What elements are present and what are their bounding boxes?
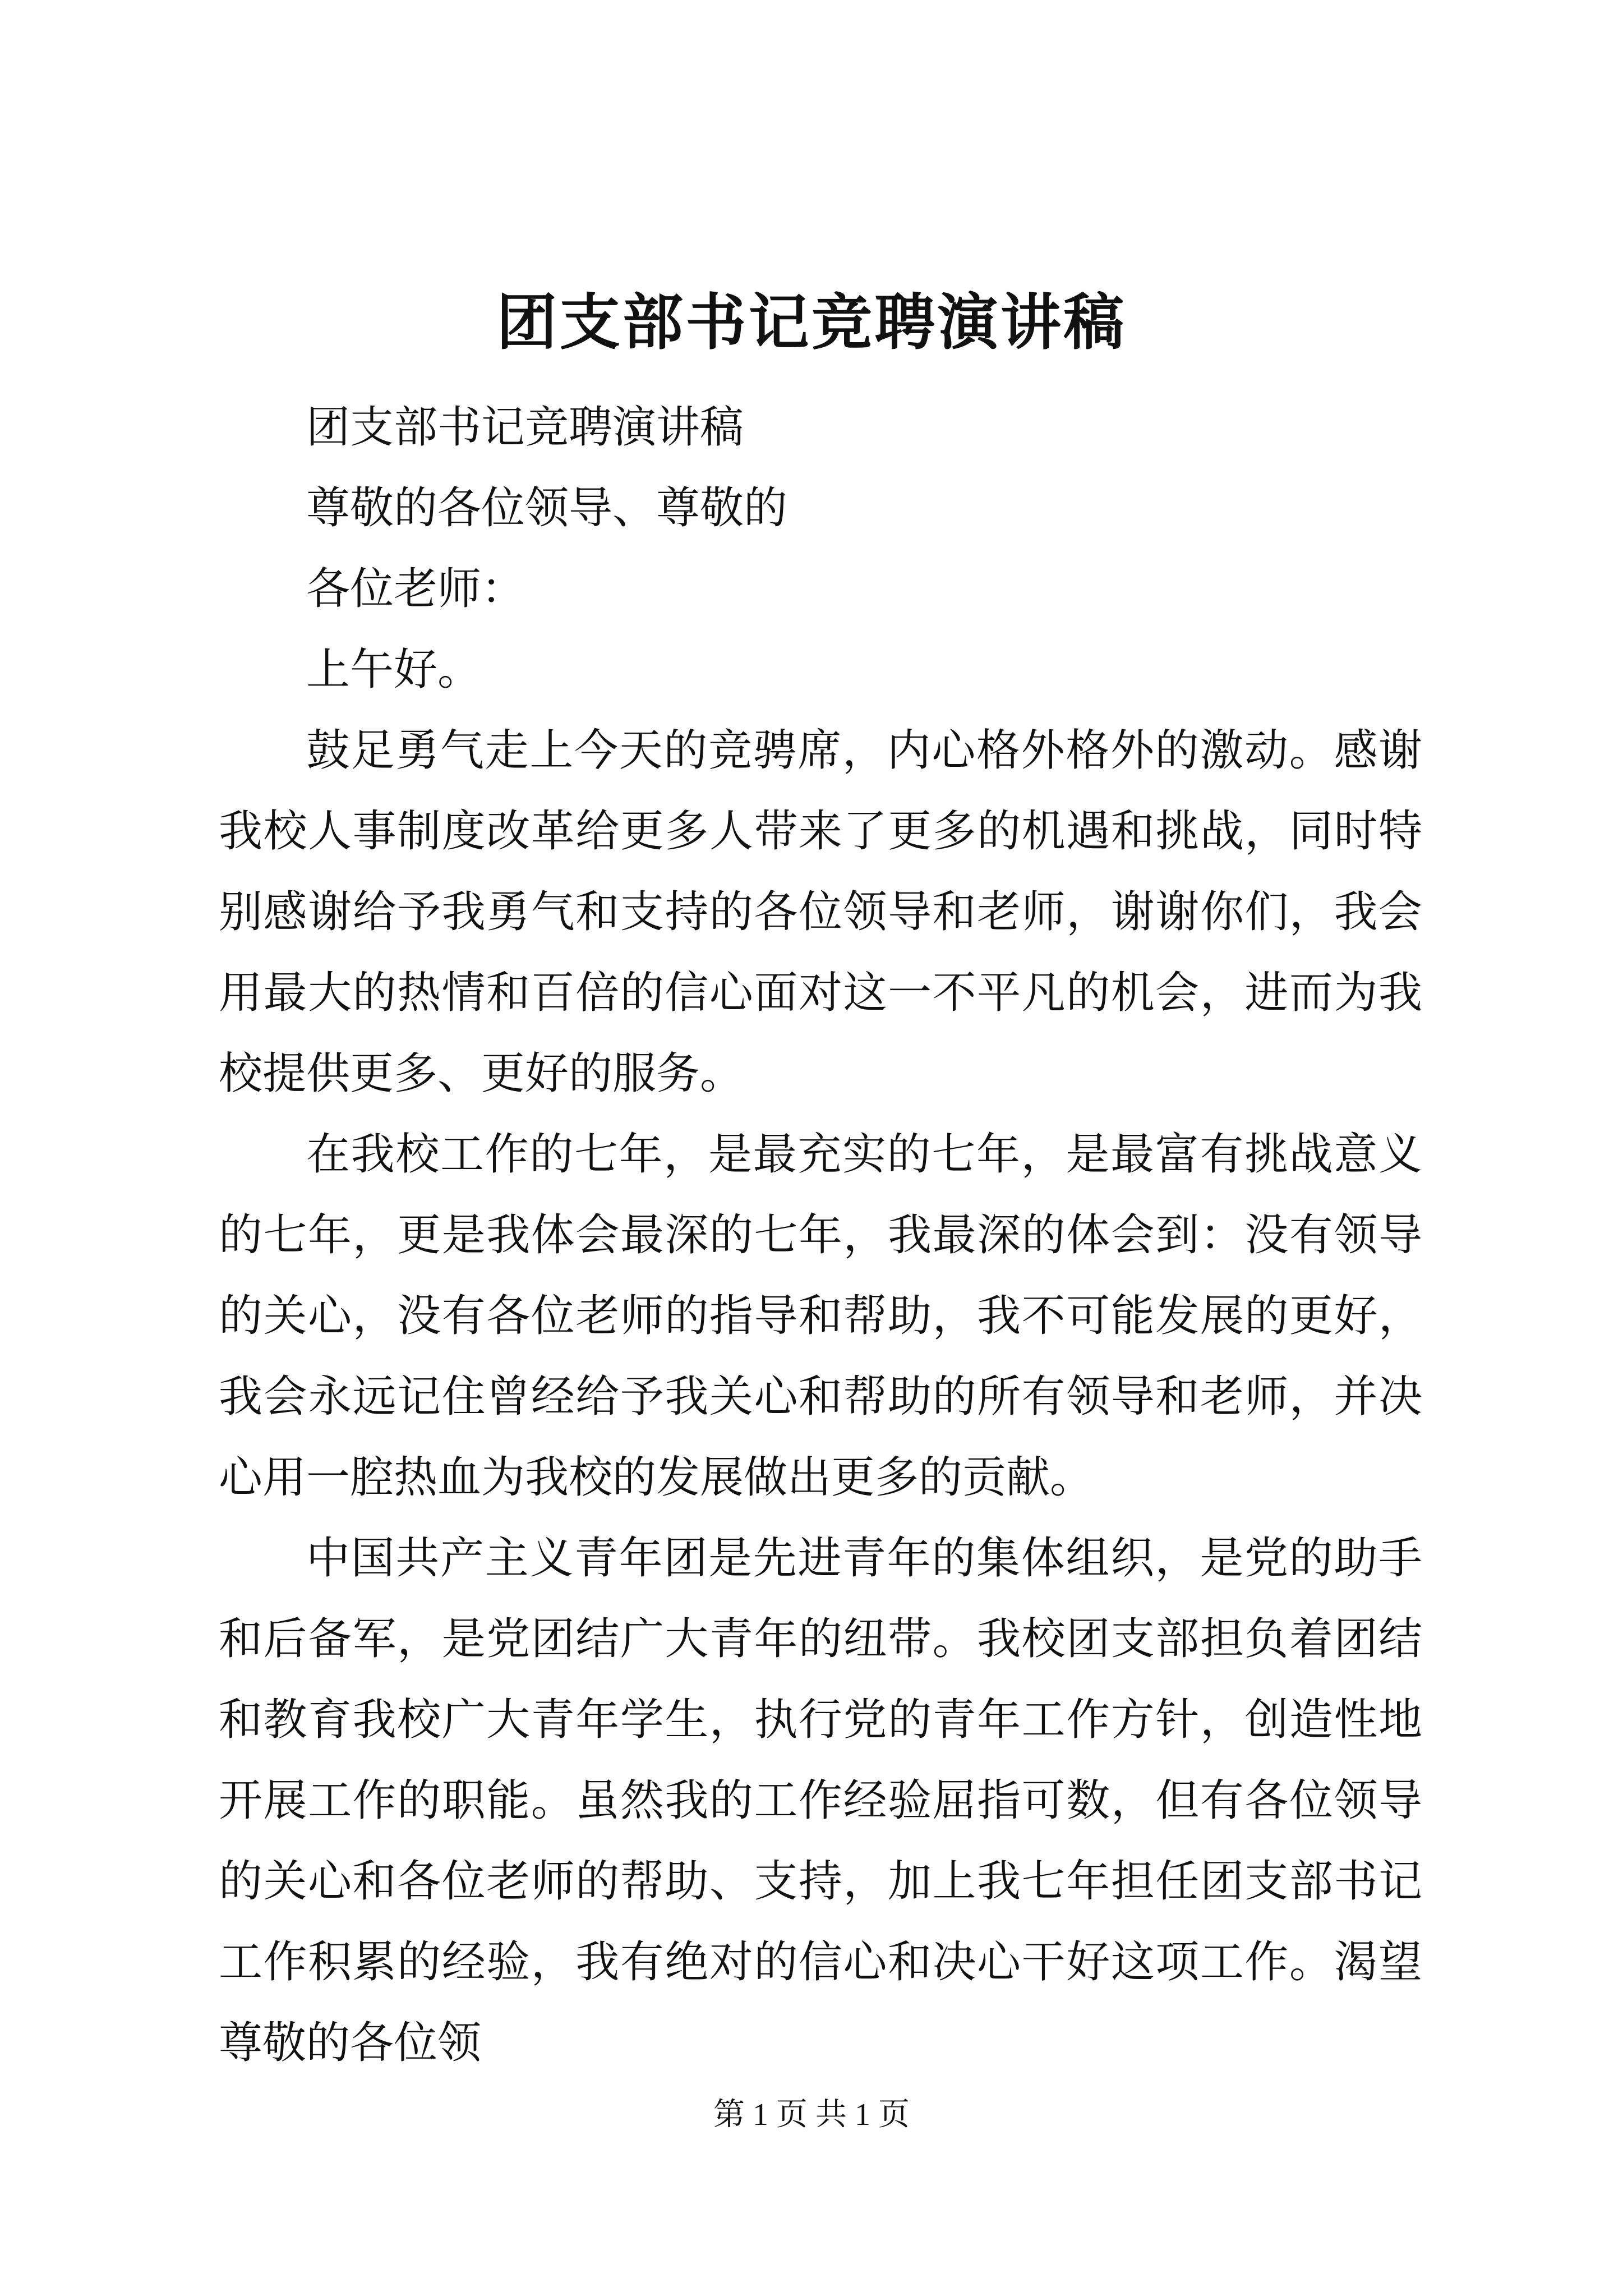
paragraph: 中国共产主义青年团是先进青年的集体组织，是党的助手和后备军，是党团结广大青年的纽带。我校团支部担负着团结和教育我校广大青年学生，执行党的青年工作方针，创造性地开展工作的职能。虽然我的工作经验屈指可数，但有各位领导的关心和各位老师的帮助、支持，加上我七年担任团支部书记工作积累的经验，我有绝对的信心和决心干好这项工作。渴望尊敬的各位领 [219,1533,1422,2068]
paragraph: 在我校工作的七年，是最充实的七年，是最富有挑战意义的七年，更是我体会最深的七年，我最深的体会到：没有领导的关心，没有各位老师的指导和帮助，我不可能发展的更好，我会永远记住曾经给予我关心和帮助的所有领导和老师，并决心用一腔热血为我校的发展做出更多的贡献。 [219,1129,1422,1503]
paragraph: 鼓足勇气走上今天的竞骋席，内心格外格外的激动。感谢我校人事制度改革给更多人带来了更多的机遇和挑战，同时特别感谢给予我勇气和支持的各位领导和老师，谢谢你们，我会用最大的热情和百倍的信心面对这一不平凡的机会，进而为我校提供更多、更好的服务。 [219,725,1422,1099]
paragraph: 各位老师： [306,564,525,614]
paragraph: 团支部书记竞聘演讲稿 [306,402,744,453]
paragraph: 上午好。 [306,645,482,695]
document-title: 团支部书记竞聘演讲稿 [496,287,1127,358]
document-body [219,387,1422,2083]
paragraph: 尊敬的各位领导、尊敬的 [306,483,788,533]
page-footer: 第 1 页 共 1 页 [713,2097,910,2132]
